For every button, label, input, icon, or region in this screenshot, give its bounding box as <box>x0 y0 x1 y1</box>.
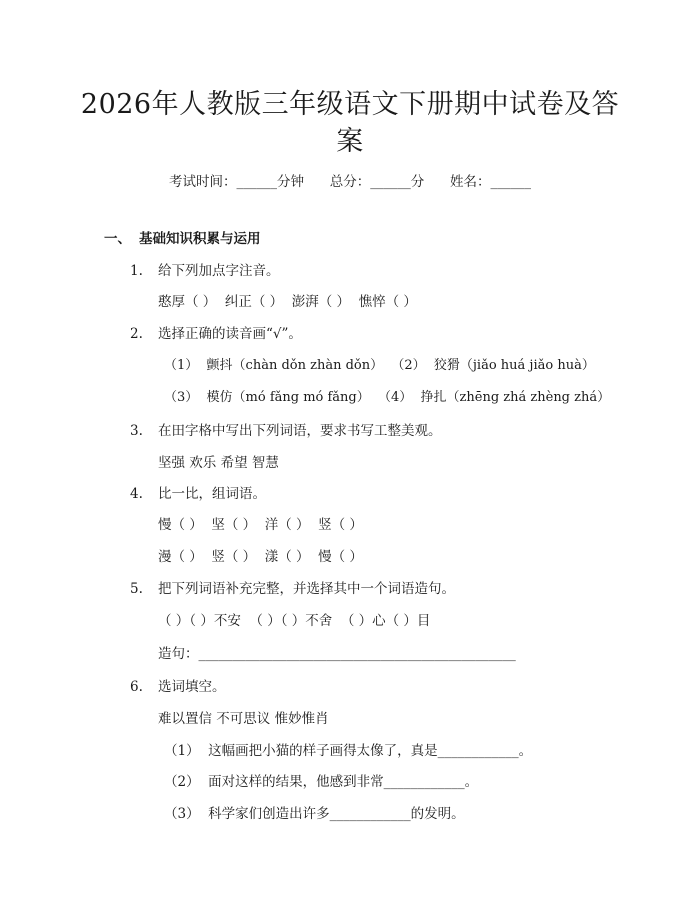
q5-number: 5. <box>130 581 143 597</box>
page-title <box>80 86 620 160</box>
q1-items: 憨厚（ ） 纠正（ ） 澎湃（ ） 憔悴（ ） <box>158 294 417 310</box>
q4-row-2: 漫（ ） 竖（ ） 漾（ ） 慢（ ） <box>158 549 363 565</box>
q3-text: 在田字格中写出下列词语，要求书写工整美观。 <box>158 423 442 439</box>
q1-number: 1. <box>130 263 143 279</box>
q5-items: （ ）（ ）不安 （ ）（ ）不舍 （ ）心（ ）目 <box>158 613 431 629</box>
q5-text: 把下列词语补充完整，并选择其中一个词语造句。 <box>158 581 455 597</box>
q3-items: 坚强 欢乐 希望 智慧 <box>158 455 279 471</box>
q5-sentence: 造句：_______________________________________________ <box>158 646 516 662</box>
q2-text: 选择正确的读音画“√”。 <box>158 326 302 342</box>
q4-text: 比一比，组词语。 <box>158 486 266 502</box>
q6-sentence-1: （1） 这幅画把小猫的样子画得太像了，真是____________。 <box>164 743 533 759</box>
q6-text: 选词填空。 <box>158 679 226 695</box>
exam-meta: 考试时间：______分钟 总分：______分 姓名：______ <box>169 174 531 190</box>
q6-sentence-2: （2） 面对这样的结果，他感到非常____________。 <box>164 774 479 790</box>
section-title: 基础知识积累与运用 <box>139 231 261 247</box>
q2-number: 2. <box>130 326 143 342</box>
q1-text: 给下列加点字注音。 <box>158 263 280 279</box>
q2-row-1: （1） 颤抖（chàn dǒn zhàn dǒn） （2） 狡猾（jiǎo huá jiǎo huà） <box>164 358 595 373</box>
q6-sentence-3: （3） 科学家们创造出许多____________的发明。 <box>164 806 465 822</box>
q4-number: 4. <box>130 486 143 502</box>
q4-row-1: 慢（ ） 坚（ ） 洋（ ） 竖（ ） <box>158 517 363 533</box>
title-line-1: 2026年人教版三年级语文下册期中试卷及答 <box>80 89 620 120</box>
q2-row-2: （3） 模仿（mó fǎng mó fǎng） （4） 挣扎（zhēng zhá zhèng zhá） <box>164 390 611 405</box>
q6-words: 难以置信 不可思议 惟妙惟肖 <box>158 711 329 727</box>
section-number: 一、 <box>104 231 131 247</box>
q3-number: 3. <box>130 423 143 439</box>
q6-number: 6. <box>130 679 143 695</box>
title-line-2: 案 <box>336 126 364 157</box>
